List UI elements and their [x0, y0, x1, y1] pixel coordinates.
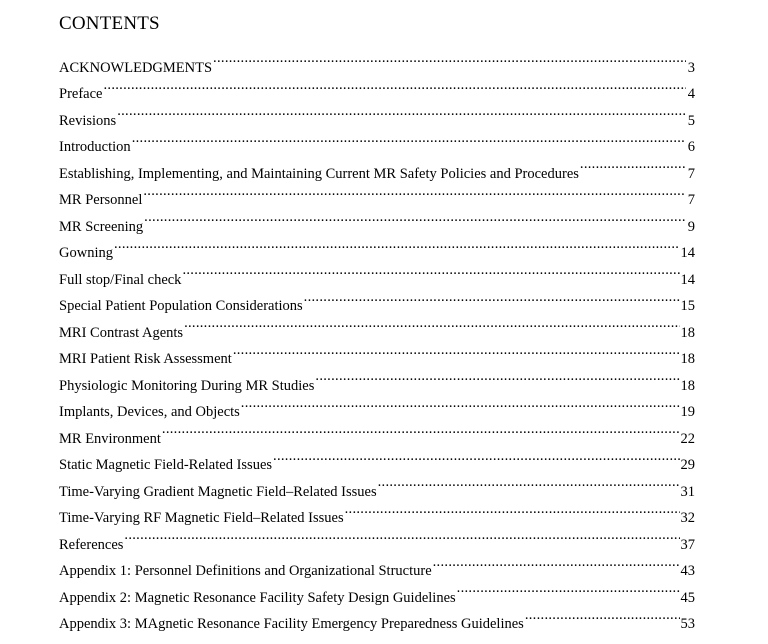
dot-leader — [580, 151, 686, 178]
toc-entry-mr-screening — [59, 204, 695, 235]
dot-leader — [144, 204, 686, 231]
toc-entry-page: 29 — [680, 457, 695, 473]
dot-leader — [233, 337, 680, 364]
toc-entry-title: MRI Contrast Agents — [59, 324, 184, 341]
toc-entry-title: Preface — [59, 86, 103, 102]
dot-leader — [143, 178, 686, 205]
dot-leader — [457, 575, 680, 602]
toc-entry-references — [59, 522, 695, 553]
toc-entry-page: 43 — [680, 563, 695, 579]
toc-entry-page: 53 — [680, 616, 695, 632]
dot-leader — [345, 496, 680, 523]
dot-leader — [315, 363, 679, 390]
toc-entry-page: 18 — [680, 377, 695, 394]
toc-entry-page: 18 — [680, 351, 695, 367]
dot-leader — [378, 469, 680, 496]
page-title: CONTENTS — [59, 13, 160, 34]
toc-entry-page: 31 — [680, 483, 695, 500]
toc-entry-title: Special Patient Population Considerations — [59, 298, 303, 314]
dot-leader — [124, 522, 679, 549]
toc-entry-full-stop — [59, 257, 695, 288]
toc-entry-title: Appendix 2: Magnetic Resonance Facility Safety Design Guidelines — [59, 589, 456, 606]
table-of-contents — [59, 45, 695, 632]
dot-leader — [433, 549, 680, 576]
toc-entry-title: Time-Varying Gradient Magnetic Field–Related Issues — [59, 483, 377, 500]
toc-entry-appendix-1 — [59, 549, 695, 579]
toc-entry-acknowledgments — [59, 45, 695, 76]
dot-leader — [132, 125, 686, 152]
toc-entry-title: Time-Varying RF Magnetic Field–Related Issues — [59, 510, 344, 526]
toc-entry-page: 32 — [680, 510, 695, 526]
dot-leader — [241, 390, 680, 417]
toc-entry-page: 15 — [680, 298, 695, 314]
toc-entry-preface — [59, 72, 695, 102]
toc-entry-page: 18 — [680, 324, 695, 341]
toc-entry-title: ACKNOWLEDGMENTS — [59, 59, 213, 76]
toc-entry-mr-personnel — [59, 178, 695, 208]
toc-entry-introduction — [59, 125, 695, 155]
toc-entry-page: 22 — [680, 430, 695, 447]
toc-entry-page: 37 — [680, 536, 695, 553]
toc-entry-page: 7 — [687, 165, 695, 182]
dot-leader — [114, 231, 680, 258]
dot-leader — [182, 257, 679, 284]
toc-entry-page: 14 — [680, 245, 695, 261]
toc-entry-page: 3 — [687, 59, 695, 76]
toc-entry-title: Implants, Devices, and Objects — [59, 404, 240, 420]
toc-entry-title: MR Personnel — [59, 192, 143, 208]
toc-entry-page: 9 — [687, 218, 695, 235]
toc-entry-gowning — [59, 231, 695, 261]
dot-leader — [117, 98, 686, 125]
dot-leader — [103, 72, 686, 99]
dot-leader — [184, 310, 679, 337]
toc-entry-title: MR Screening — [59, 218, 144, 235]
dot-leader — [213, 45, 686, 72]
toc-entry-safety-policies — [59, 151, 695, 182]
toc-entry-page: 14 — [680, 271, 695, 288]
dot-leader — [304, 284, 680, 311]
toc-entry-title: MR Environment — [59, 430, 161, 447]
toc-entry-page: 19 — [680, 404, 695, 420]
toc-entry-title: MRI Patient Risk Assessment — [59, 351, 232, 367]
dot-leader — [162, 416, 680, 443]
toc-entry-title: Introduction — [59, 139, 131, 155]
toc-entry-page: 4 — [687, 86, 695, 102]
dot-leader — [525, 602, 680, 629]
toc-entry-title: Full stop/Final check — [59, 271, 182, 288]
toc-entry-title: Revisions — [59, 112, 117, 129]
toc-entry-title: Appendix 1: Personnel Definitions and Organizational Structure — [59, 563, 432, 579]
toc-entry-page: 5 — [687, 112, 695, 129]
toc-entry-title: Gowning — [59, 245, 113, 261]
toc-entry-title: References — [59, 536, 124, 553]
dot-leader — [273, 443, 679, 470]
toc-entry-title: Static Magnetic Field-Related Issues — [59, 457, 273, 473]
toc-entry-page: 45 — [680, 589, 695, 606]
toc-entry-title: Physiologic Monitoring During MR Studies — [59, 377, 315, 394]
toc-entry-page: 6 — [687, 139, 695, 155]
toc-entry-revisions — [59, 98, 695, 129]
toc-entry-page: 7 — [687, 192, 695, 208]
toc-entry-title: Establishing, Implementing, and Maintaining Current MR Safety Policies and Procedures — [59, 165, 579, 182]
toc-entry-title: Appendix 3: MAgnetic Resonance Facility Emergency Preparedness Guidelines — [59, 616, 524, 632]
